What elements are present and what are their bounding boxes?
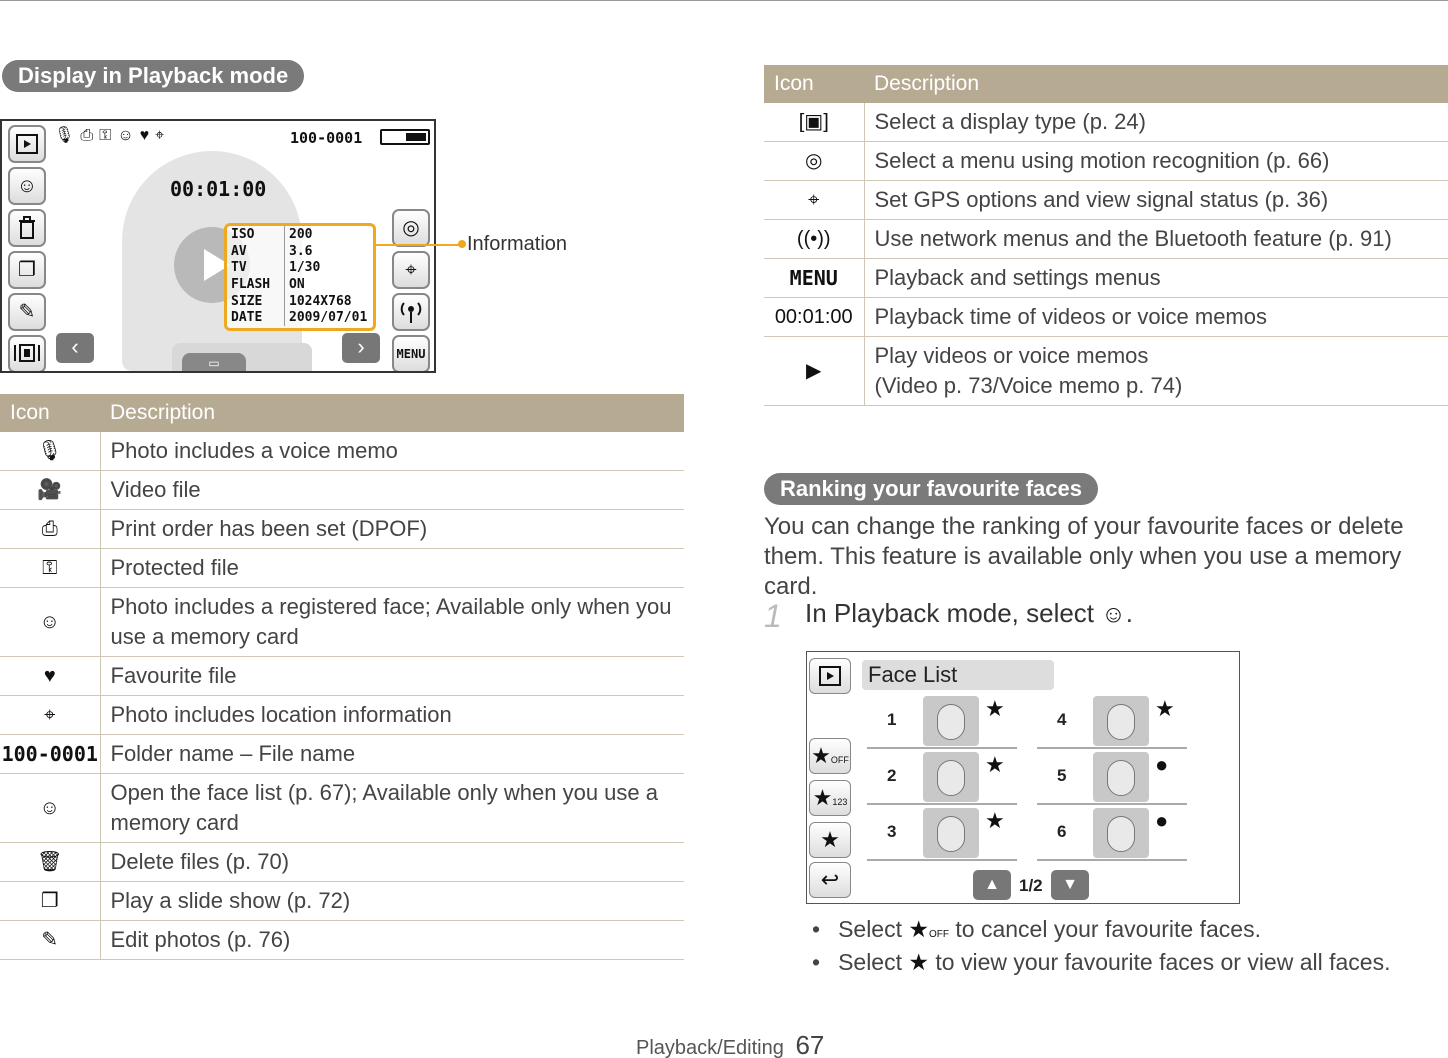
info-row: ISO 200 [227,226,373,243]
table-row [0,588,684,657]
row-description: Protected file [100,549,684,588]
information-panel [224,223,376,331]
face-list-icon: ☺ [1101,601,1126,628]
row-description: Photo includes location information [100,696,684,735]
row-description: Play a slide show (p. 72) [100,882,684,921]
edit-photo-icon: ✎ [0,921,100,960]
slideshow-button[interactable]: ❐ [8,251,46,289]
network-button[interactable] [392,293,430,331]
edit-photo-button[interactable]: ✎ [8,293,46,331]
table-row [764,298,1448,337]
table-row [0,549,684,588]
menu-button[interactable]: MENU [392,335,430,373]
step-instruction [805,598,1133,629]
menu-icon: MENU [764,259,864,298]
registered-face-icon: ☺ [117,127,140,144]
rank-mark: ★ [1155,696,1175,721]
folder-file-number-icon: 100-0001 [0,735,100,774]
rank-mark: ★ [985,808,1005,833]
key-icon: ⚿ [0,549,100,588]
microphone-icon: 🎙 [54,127,81,144]
row-description: Delete files (p. 70) [100,843,684,882]
step-text-after: . [1125,598,1134,628]
face-thumbnail [923,696,979,746]
face-entry[interactable]: 3 ★ [867,806,1017,861]
row-description: Select a menu using motion recognition (p. 66) [864,142,1448,181]
section-title-display-playback: Display in Playback mode [2,60,304,92]
right-icon-table [764,65,1448,406]
row-description: Folder name – File name [100,735,684,774]
next-arrow-button[interactable]: › [342,333,380,363]
table-row [0,432,684,471]
favourite-star-button[interactable]: ★ [809,822,851,858]
info-row: SIZE 1024X768 [227,293,373,310]
row-description: Play videos or voice memos (Video p. 73/Voice memo p. 74) [864,337,1448,406]
play-icon: ▶ [764,337,864,406]
rank-order-button[interactable]: ★123 [809,780,851,816]
row-description: Open the face list (p. 67); Available only when you use a memory card [100,774,684,843]
row-description: Print order has been set (DPOF) [100,510,684,549]
information-callout-label: Information [467,233,568,255]
display-type-icon: [▣] [764,103,864,142]
row-description: Playback and settings menus [864,259,1448,298]
trash-icon: 🗑 [0,843,100,882]
table-row [0,510,684,549]
description-column-header: Description [864,65,1448,103]
camera-playback-screen [0,119,436,373]
info-row: AV 3.6 [227,243,373,260]
back-button[interactable]: ↩ [809,862,851,898]
row-description: Photo includes a voice memo [100,432,684,471]
rank-mark: ★ [985,696,1005,721]
row-description: Favourite file [100,657,684,696]
gps-off-icon: ⌖ [764,181,864,220]
face-entry[interactable]: 1 ★ [867,694,1017,749]
rank-mark: ● [1155,808,1169,833]
battery-icon [380,129,430,145]
playback-time-icon: 00:01:00 [764,298,864,337]
row-description: Edit photos (p. 76) [100,921,684,960]
page-indicator: 1/2 [1019,876,1043,895]
display-type-button[interactable] [8,335,46,373]
info-row: FLASH ON [227,276,373,293]
face-entry[interactable]: 4 ★ [1037,694,1187,749]
page-number: 67 [795,1030,825,1058]
registered-face-icon: ☺ [0,588,100,657]
previous-arrow-button[interactable]: ‹ [56,333,94,363]
row-description: Use network menus and the Bluetooth feature (p. 91) [864,220,1448,259]
motion-recognition-icon: ◎ [764,142,864,181]
status-icons-row [54,125,170,145]
table-row [0,774,684,843]
ranking-intro-paragraph: You can change the ranking of your favourite faces or delete them. This feature is available only when you use a memory card. [764,513,1404,600]
printer-icon: ⎙ [0,510,100,549]
face-thumbnail [1093,808,1149,858]
top-rule [0,0,1448,1]
face-list-icon: ☺ [0,774,100,843]
row-description: Select a display type (p. 24) [864,103,1448,142]
table-row [0,696,684,735]
section-title-ranking-faces: Ranking your favourite faces [764,473,1098,505]
table-row [0,882,684,921]
page-footer [636,1030,824,1058]
gps-crosshair-icon: ⌖ [155,127,171,144]
table-row [0,921,684,960]
info-row: TV 1/30 [227,259,373,276]
table-row [0,843,684,882]
table-row [0,471,684,510]
icon-column-header: Icon [0,394,100,432]
table-row [764,181,1448,220]
microphone-icon: 🎙 [0,432,100,471]
video-camera-icon: 🎥 [0,471,100,510]
printer-icon: ⎙ [80,127,100,144]
gps-crosshair-icon: ⌖ [0,696,100,735]
table-row [0,657,684,696]
information-callout-dot [458,240,466,248]
playback-mode-icon[interactable] [8,125,46,163]
face-thumbnail [1093,752,1149,802]
face-thumbnail [923,808,979,858]
step-number: 1 [764,598,782,634]
row-description: Photo includes a registered face; Available only when you use a memory card [100,588,684,657]
left-icon-table [0,394,684,960]
row-description: Set GPS options and view signal status (p. 36) [864,181,1448,220]
heart-icon: ♥ [139,127,156,144]
trash-button[interactable] [8,209,46,247]
favourite-star-icon: ★ [908,949,930,975]
page-down-button[interactable]: ▼ [1051,870,1089,900]
table-row [764,220,1448,259]
table-row [0,735,684,774]
page-up-button[interactable]: ▲ [973,870,1011,900]
favourite-off-icon: ★OFF [908,916,950,942]
table-row [764,103,1448,142]
information-callout-line [374,244,462,246]
description-column-header: Description [100,394,684,432]
face-thumbnail [923,752,979,802]
file-counter: 100-0001 [290,129,363,147]
heart-icon: ♥ [0,657,100,696]
table-row [764,337,1448,406]
face-entry[interactable]: 6 ● [1037,806,1187,861]
slideshow-icon: ❐ [0,882,100,921]
motion-recognition-button[interactable]: ◎ [392,209,430,247]
rank-mark: ★ [985,752,1005,777]
gps-off-button[interactable]: ⌖ [392,251,430,289]
row-description: Video file [100,471,684,510]
face-list-title: Face List [862,660,1054,690]
rank-mark: ● [1155,752,1169,777]
face-list-button[interactable]: ☺ [8,167,46,205]
bullet-item: • Select ★OFF to cancel your favourite faces. [812,916,1261,942]
playback-mode-icon[interactable] [809,658,851,694]
step-text-before: In Playback mode, select [805,598,1095,628]
folder-tab-icon[interactable]: ▭ [182,353,246,373]
info-row: DATE 2009/07/01 [227,309,373,326]
face-entry[interactable]: 5 ● [1037,750,1187,805]
row-description: Playback time of videos or voice memos [864,298,1448,337]
key-icon: ⚿ [99,127,118,144]
table-row [764,142,1448,181]
face-entry[interactable]: 2 ★ [867,750,1017,805]
bullet-item: • Select ★ to view your favourite faces or view all faces. [812,949,1391,975]
face-list-screen [806,651,1240,904]
network-icon: ((•)) [764,220,864,259]
footer-section: Playback/Editing [636,1037,784,1058]
table-row [764,259,1448,298]
favourite-off-button[interactable]: ★OFF [809,738,851,774]
face-thumbnail [1093,696,1149,746]
play-time: 00:01:00 [170,177,267,201]
icon-column-header: Icon [764,65,864,103]
